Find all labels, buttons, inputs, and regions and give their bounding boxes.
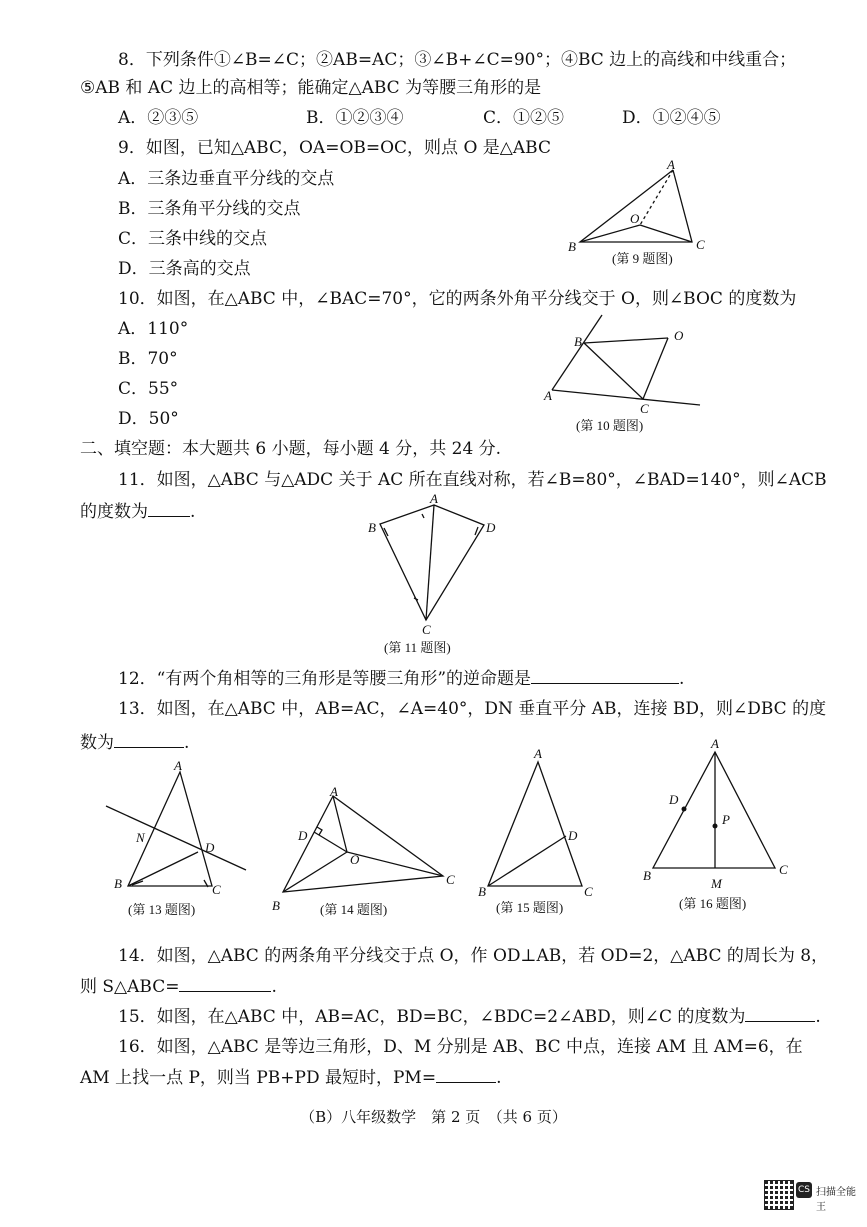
q12-line1: 12．“有两个角相等的三角形是等腰三角形”的逆命题是 . xyxy=(118,669,685,689)
figure-q16 xyxy=(635,738,805,918)
q14-label-d: D xyxy=(298,828,308,843)
q9-label-c: C xyxy=(696,237,705,252)
scanner-logo-icon: CS xyxy=(796,1182,812,1198)
q11-caption: (第 11 题图) xyxy=(384,640,451,655)
q14-line1: 14．如图，△ABC 的两条角平分线交于点 O，作 OD⊥AB，若 OD=2，△ABC 的周长为 8， xyxy=(118,946,829,966)
figure-q14 xyxy=(268,782,468,922)
q13-line2: 数为 . xyxy=(80,733,190,753)
q9-option-c: C．三条中线的交点 xyxy=(118,229,268,249)
q16-line2: AM 上找一点 P，则当 PB+PD 最短时，PM= . xyxy=(80,1068,502,1088)
q13-label-b: B xyxy=(114,876,122,891)
q16-label-b: B xyxy=(643,868,651,883)
q9-option-a: A．三条边垂直平分线的交点 xyxy=(118,169,335,189)
scanner-app-name: 扫描全能王 xyxy=(816,1187,856,1213)
q11-label-d: D xyxy=(486,520,496,535)
q9-stem: 9．如图，已知△ABC，OA=OB=OC，则点 O 是△ABC xyxy=(118,138,551,158)
q14-label-a: A xyxy=(330,784,338,799)
figure-q11 xyxy=(360,490,510,658)
q11-label-a: A xyxy=(430,491,438,506)
q15-answer-blank[interactable] xyxy=(745,1005,815,1022)
q8-option-b: B．①②③④ xyxy=(306,108,404,128)
page-footer: （B）八年级数学 第 2 页 （共 6 页） xyxy=(300,1108,567,1126)
q14-label-b: B xyxy=(272,898,280,913)
figure-q10 xyxy=(540,310,710,438)
q11-label-c: C xyxy=(422,622,431,637)
q15-line1: 15．如图，在△ABC 中，AB=AC，BD=BC，∠BDC=2∠ABD，则∠C 的度数为 . xyxy=(118,1007,821,1027)
q15-label-a: A xyxy=(534,746,542,761)
q13-answer-blank[interactable] xyxy=(114,731,184,748)
q16-caption: (第 16 题图) xyxy=(679,896,747,911)
q14-line2: 则 S△ABC= . xyxy=(80,977,277,997)
q13-line1: 13．如图，在△ABC 中，AB=AC，∠A=40°，DN 垂直平分 AB，连接 BD，则∠DBC 的度 xyxy=(118,699,827,719)
q15-label-b: B xyxy=(478,884,486,899)
q13-label-a: A xyxy=(174,758,182,773)
q8-option-d: D．①②④⑤ xyxy=(622,108,721,128)
figure-q13 xyxy=(98,758,278,924)
q10-option-a: A．110° xyxy=(118,319,189,339)
q11-line2: 的度数为 . xyxy=(80,502,196,522)
q13-label-d: D xyxy=(205,840,215,855)
qr-code-icon xyxy=(764,1180,794,1210)
q16-line1: 16．如图，△ABC 是等边三角形，D、M 分别是 AB、BC 中点，连接 AM 且 AM=6，在 xyxy=(118,1037,803,1057)
q15-caption: (第 15 题图) xyxy=(496,900,564,915)
q9-label-b: B xyxy=(568,239,576,254)
q16-label-c: C xyxy=(779,862,788,877)
q14-label-c: C xyxy=(446,872,455,887)
q14-caption: (第 14 题图) xyxy=(320,902,388,917)
q9-option-d: D．三条高的交点 xyxy=(118,259,251,279)
q10-label-c: C xyxy=(640,401,649,416)
q11-answer-blank[interactable] xyxy=(148,500,190,517)
q8-line1: 8．下列条件①∠B=∠C；②AB=AC；③∠B+∠C=90°；④BC 边上的高线和中线重合； xyxy=(118,50,797,70)
q16-answer-blank[interactable] xyxy=(436,1066,496,1083)
q11-line1: 11．如图，△ABC 与△ADC 关于 AC 所在直线对称，若∠B=80°，∠BAD=140°，则∠ACB xyxy=(118,470,827,490)
q13-label-c: C xyxy=(212,882,221,897)
q9-label-a: A xyxy=(667,157,675,172)
q16-label-m: M xyxy=(711,876,722,891)
q15-label-d: D xyxy=(568,828,578,843)
q8-line2: ⑤AB 和 AC 边上的高相等；能确定△ABC 为等腰三角形的是 xyxy=(80,78,542,98)
scanner-watermark xyxy=(764,1180,859,1214)
section-2-heading: 二、填空题：本大题共 6 小题，每小题 4 分，共 24 分. xyxy=(80,439,502,459)
q10-option-d: D．50° xyxy=(118,409,179,429)
q16-label-p: P xyxy=(722,812,730,827)
q8-option-a: A．②③⑤ xyxy=(118,108,199,128)
q9-option-b: B．三条角平分线的交点 xyxy=(118,199,301,219)
figure-q9 xyxy=(560,155,730,275)
q13-caption: (第 13 题图) xyxy=(128,902,196,917)
q16-label-a: A xyxy=(711,736,719,751)
q10-caption: (第 10 题图) xyxy=(576,418,644,433)
q9-label-o: O xyxy=(630,211,640,226)
q10-label-a: A xyxy=(544,388,552,403)
q10-option-c: C．55° xyxy=(118,379,179,399)
q11-label-b: B xyxy=(368,520,376,535)
q14-label-o: O xyxy=(350,852,360,867)
q10-option-b: B．70° xyxy=(118,349,178,369)
q10-label-b: B xyxy=(574,334,582,349)
q15-label-c: C xyxy=(584,884,593,899)
figure-q15 xyxy=(472,742,612,920)
q12-answer-blank[interactable] xyxy=(531,667,679,684)
q8-option-c: C．①②⑤ xyxy=(483,108,565,128)
q10-label-o: O xyxy=(674,328,684,343)
q16-label-d: D xyxy=(669,792,679,807)
q13-label-n: N xyxy=(136,830,145,845)
q10-stem: 10．如图，在△ABC 中，∠BAC=70°，它的两条外角平分线交于 O，则∠BOC 的度数为 xyxy=(118,289,797,309)
q14-answer-blank[interactable] xyxy=(179,975,271,992)
q9-caption: (第 9 题图) xyxy=(612,251,673,266)
